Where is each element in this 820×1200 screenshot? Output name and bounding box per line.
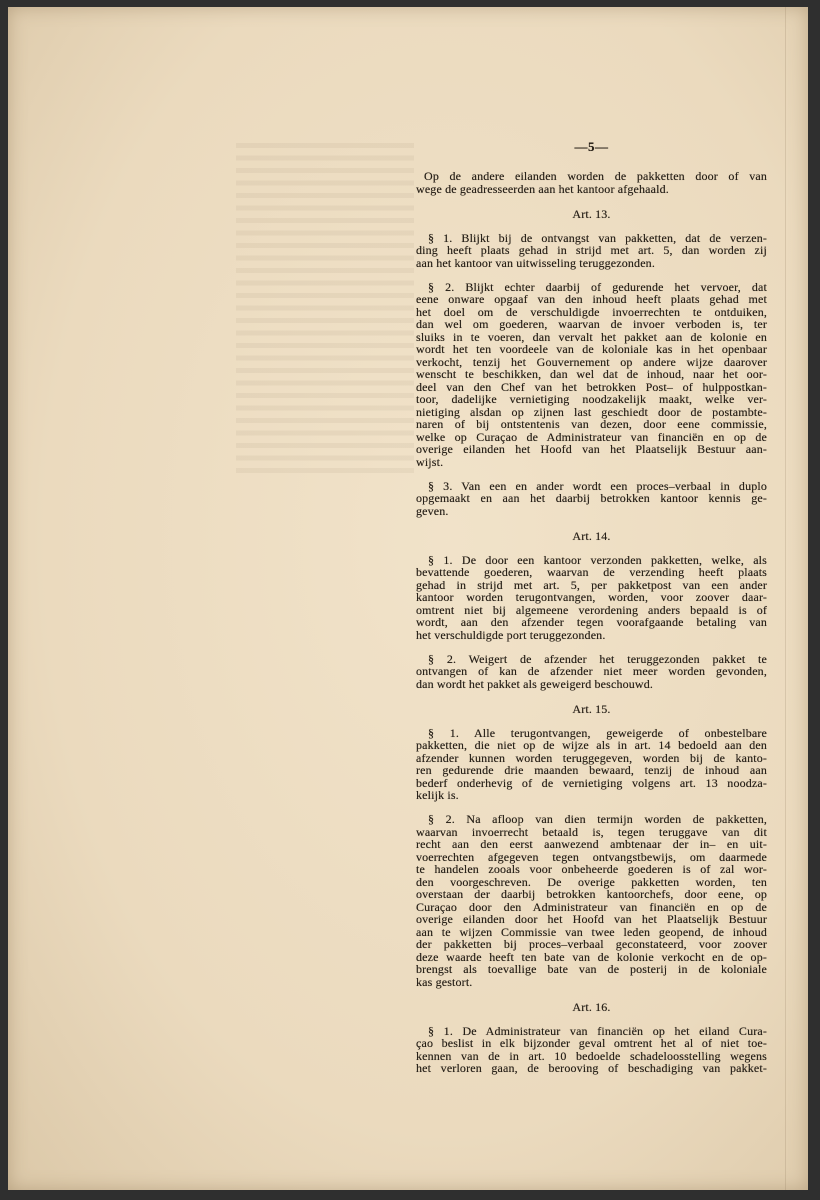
text-line: dan wordt het pakket als geweigerd beschouwd. [416, 676, 654, 691]
text-line: ontvangen of kan de afzender niet meer worden gevonden, [416, 664, 767, 678]
text-line: kennen van de in art. 10 bedoelde schadeloosstelling wegens [416, 1048, 767, 1063]
text-line: het doel om de verschuldigde invoerrechten te ontduiken, [416, 304, 767, 319]
text-line: wordt, aan den afzender tegen voorafgaande betaling van [416, 615, 767, 629]
paragraph [416, 727, 767, 802]
text-line: eene onware opgaaf van den inhoud heeft plaats gehad met [416, 292, 767, 306]
text-line: wege de geadresseerden aan het kantoor afgehaald. [416, 181, 669, 196]
text-line: welke op Curaçao de Administrateur van financiën en op de [416, 429, 767, 444]
text-line: overstaan der daarbij betrokken kantoorchefs, door eene, op [416, 887, 767, 901]
text-line: geven. [416, 503, 449, 518]
text-line: § 2. Weigert de afzender het teruggezonden pakket te [428, 651, 767, 666]
text-line: çao beslist in elk bijzonder geval omtrent het al of niet toe- [416, 1036, 767, 1050]
text-line: afzender kunnen worden teruggegeven, worden bij de kanto- [416, 750, 767, 765]
fold-line [785, 7, 786, 1190]
text-line: pakketten, die niet op de wijze als in art. 14 bedoeld aan den [416, 738, 767, 752]
text-line: het verschuldigde port teruggezonden. [416, 627, 606, 642]
text-line: toor, dadelijke vernietiging noodzakelijk maakt, welke ver- [416, 392, 767, 406]
paragraph [416, 813, 767, 988]
text-line: sluiks in te voeren, dan vervalt het pakket aan de kolonie en [416, 329, 767, 344]
intro-paragraph [416, 170, 767, 195]
text-line: gehad in strijd met art. 5, per pakketpost van een ander [416, 577, 767, 592]
paragraph [416, 554, 767, 642]
article-heading: Art. 15. [572, 701, 611, 716]
paragraph [416, 232, 767, 270]
text-line: wenscht te beschikken, dan wel dat de inhoud, naar het oor- [416, 367, 767, 381]
text-line: bederf onderhevig of de vernietiging volgens art. 13 noodza- [416, 775, 767, 790]
text-line: dan wel om goederen, waarvan de invoer verboden is, ter [416, 317, 767, 331]
text-line: nietiging alsdan op zijnen last geschiedt door de postambte- [416, 404, 767, 419]
text-line: het verloren gaan, de berooving of beschadiging van pakket- [416, 1061, 767, 1075]
text-line: omtrent niet bij algemeene verordening anders bepaald is of [416, 602, 767, 617]
text-line: waarvan invoerrecht betaald is, tegen teruggave van dit [416, 824, 767, 839]
paragraph [416, 653, 767, 691]
paragraph [416, 1025, 767, 1075]
text-line: Op de andere eilanden worden de pakketten door of van [424, 169, 767, 183]
paragraph [416, 480, 767, 518]
text-line: naren of bij ontstentenis van dezen, door eene commissie, [416, 417, 767, 431]
text-line: kas gestort. [416, 974, 473, 989]
text-line: aan het kantoor van uitwisseling teruggezonden. [416, 255, 655, 270]
text-line: kantoor worden terugontvangen, worden, voor zoover daar- [416, 590, 767, 604]
text-line: overige eilanden het Hoofd van het Plaatselijk Bestuur aan- [416, 442, 767, 456]
text-line: der pakketten bij proces–verbaal geconstateerd, voor zoover [416, 937, 767, 951]
text-line: kelijk is. [416, 788, 459, 802]
text-line: § 1. Alle terugontvangen, geweigerde of onbestelbare [428, 725, 767, 740]
text-line: te handelen zooals voor onbeheerde goederen is of zal wor- [416, 862, 767, 876]
text-line: deel van den Chef van het betrokken Post– of hulppostkan- [416, 379, 767, 394]
article-heading: Art. 16. [572, 999, 611, 1014]
text-line: wijst. [416, 454, 444, 469]
paragraph [416, 281, 767, 469]
text-line: § 2. Na afloop van dien termijn worden de pakketten, [428, 812, 767, 826]
text-line: § 2. Blijkt echter daarbij of gedurende het vervoer, dat [428, 279, 767, 294]
text-line: verkocht, tenzij het Gouvernement op andere wijze daarover [416, 354, 767, 369]
text-line: opgemaakt en aan het daarbij betrokken kantoor kennis ge- [416, 491, 767, 505]
text-line: aan te wijzen Commissie van twee leden geopend, de inhoud [416, 924, 767, 939]
article-heading: Art. 13. [572, 206, 611, 221]
text-line: bevattende goederen, waarvan de verzending heeft plaats [416, 565, 767, 579]
text-line: § 1. De door een kantoor verzonden pakketten, welke, als [428, 552, 767, 567]
document-page [8, 7, 808, 1190]
bleed-through-shadow [236, 143, 414, 473]
text-line: ding heeft plaats gehad in strijd met art. 5, dan worden zij [416, 243, 767, 257]
text-line: § 3. Van een en ander wordt een proces–verbaal in duplo [428, 478, 767, 493]
text-column [416, 141, 767, 1075]
article-heading: Art. 14. [572, 528, 611, 543]
text-line: brengst als toevallige bate van de posterij in de koloniale [416, 962, 767, 976]
text-line: den voorgeschreven. De overige pakketten worden, ten [416, 874, 767, 889]
page-number: —5— [574, 139, 609, 154]
text-line: Curaçao door den Administrateur van financiën en op de [416, 899, 767, 914]
text-line: § 1. Blijkt bij de ontvangst van pakketten, dat de verzen- [428, 230, 767, 245]
text-line: voerrechten afgegeven tegen ontvangstbewijs, om daarmede [416, 849, 767, 864]
text-line: deze waarde heeft ten bate van de kolonie verkocht en de op- [416, 949, 767, 964]
text-line: recht aan den eerst aanwezend ambtenaar der in– en uit- [416, 837, 767, 851]
text-line: wordt het ten voordeele van de koloniale kas in het openbaar [416, 342, 767, 356]
text-line: overige eilanden door het Hoofd van het Plaatselijk Bestuur [416, 912, 767, 926]
text-line: § 1. De Administrateur van financiën op het eiland Cura- [428, 1023, 767, 1038]
text-line: ren gedurende drie maanden bewaard, tenzij de inhoud aan [416, 763, 767, 777]
